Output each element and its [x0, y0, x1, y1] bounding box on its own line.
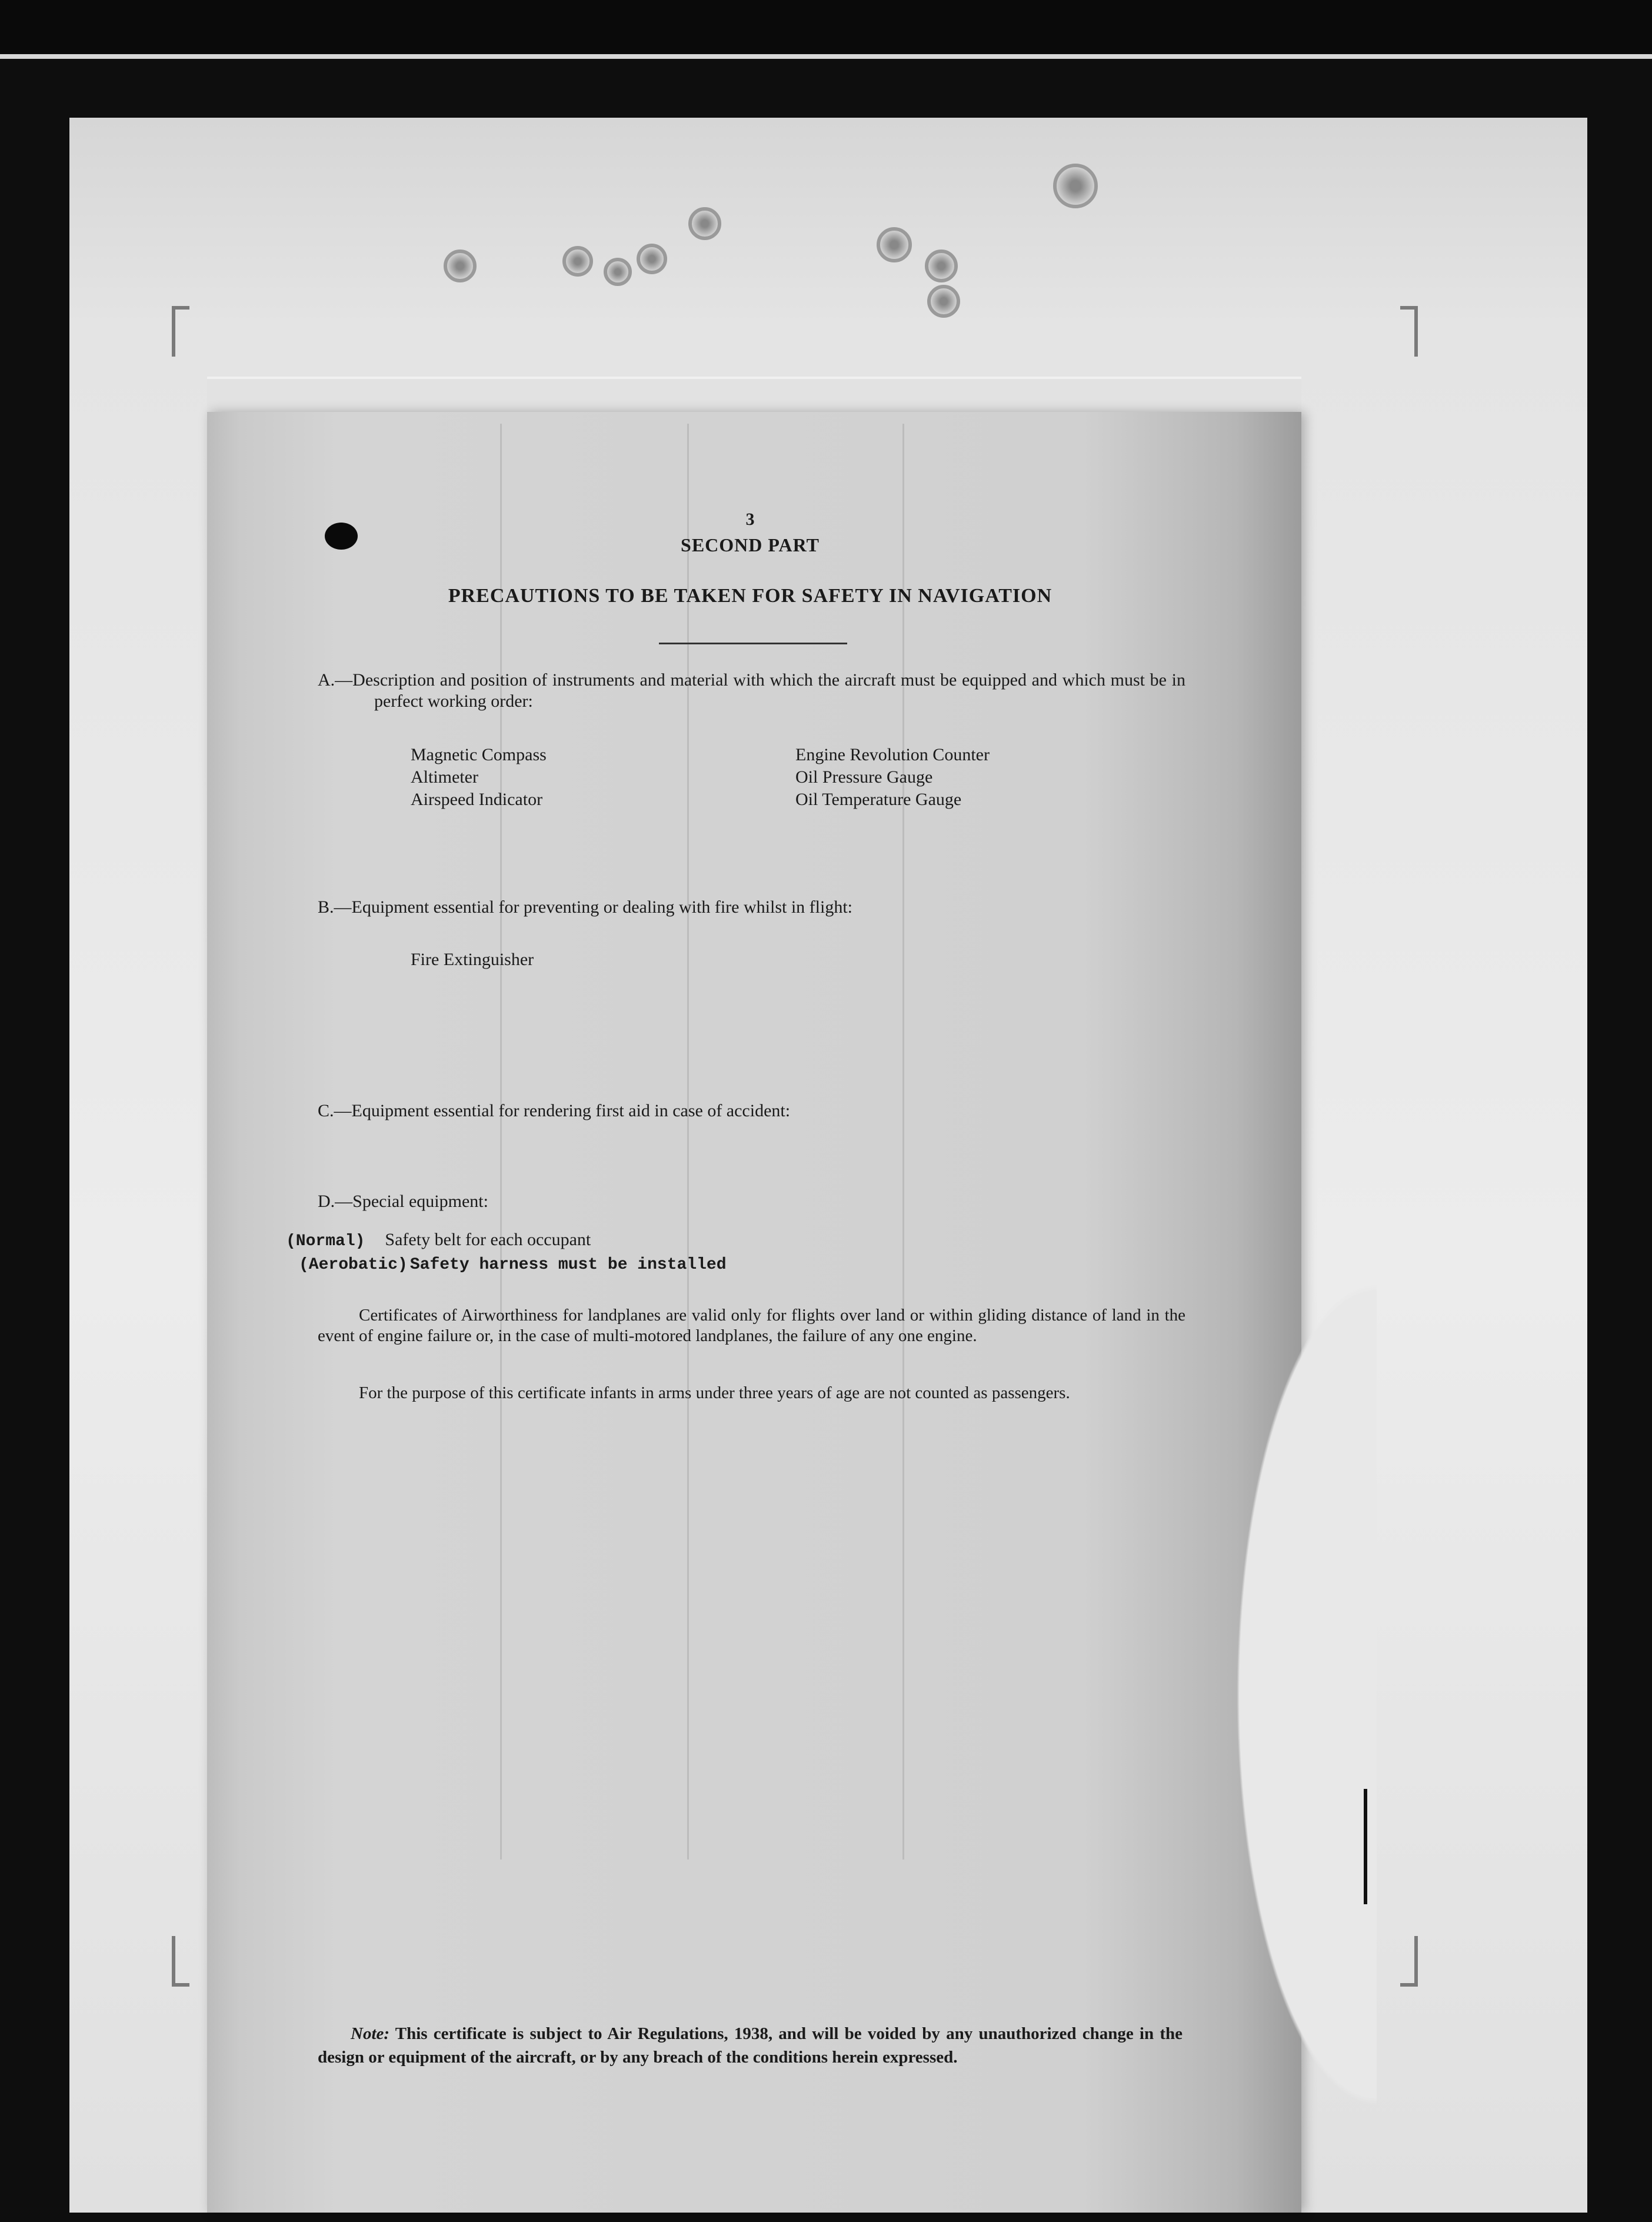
page-curl	[1200, 1177, 1377, 2213]
section-d-heading: D.—Special equipment:	[318, 1192, 488, 1211]
section-a-heading: A.—Description and position of instruments and material with which the aircraft must be equipped and which must be in perfect working order:	[318, 670, 1185, 711]
note-text: This certificate is subject to Air Regulations, 1938, and will be voided by any unauthorized change in the design or equipment of the aircraft, or by any breach of the conditions herein expressed.	[318, 2024, 1183, 2067]
special-equipment-normal	[286, 1230, 591, 1250]
section-b-heading: B.—Equipment essential for preventing or dealing with fire whilst in flight:	[318, 897, 852, 917]
registration-mark	[172, 306, 189, 357]
part-title: SECOND PART	[681, 534, 820, 556]
stain-spot	[927, 285, 960, 318]
title-underline	[659, 643, 847, 644]
ruled-line	[902, 424, 904, 1860]
page-number: 3	[745, 510, 755, 529]
instrument-list-right	[795, 744, 990, 811]
ruled-line	[500, 424, 502, 1860]
aerobatic-label: (Aerobatic)	[299, 1256, 408, 1274]
list-item: Magnetic Compass	[411, 745, 547, 764]
list-item: Altimeter	[411, 767, 478, 787]
section-a	[318, 670, 1185, 712]
normal-text: Safety belt for each occupant	[385, 1230, 591, 1249]
airworthiness-paragraph: Certificates of Airworthiness for landplanes are valid only for flights over land or within gliding distance of land in the event of engine failure or, in the case of multi-motored landplanes, the failure of any one engine.	[318, 1306, 1185, 1345]
stain-spot	[688, 207, 721, 240]
stain-spot	[604, 258, 632, 286]
list-item: Oil Pressure Gauge	[795, 767, 933, 787]
list-item: Engine Revolution Counter	[795, 745, 990, 764]
passengers-paragraph: For the purpose of this certificate infants in arms under three years of age are not counted as passengers.	[359, 1383, 1070, 1402]
stain-spot	[877, 227, 912, 262]
aerobatic-text: Safety harness must be installed	[409, 1256, 727, 1274]
page-title: PRECAUTIONS TO BE TAKEN FOR SAFETY IN NAVIGATION	[448, 585, 1053, 607]
registration-mark	[172, 1936, 189, 1987]
normal-label: (Normal)	[286, 1232, 365, 1250]
note-label: Note:	[351, 2024, 390, 2043]
list-item: Oil Temperature Gauge	[795, 790, 962, 809]
stain-spot	[562, 246, 593, 277]
ruled-line	[687, 424, 689, 1860]
footer-note	[318, 2022, 1183, 2069]
stain-spot	[637, 244, 667, 274]
registration-mark	[1400, 306, 1418, 357]
list-item: Fire Extinguisher	[411, 950, 534, 969]
scan-edge-line	[0, 54, 1652, 59]
stain-spot	[1053, 164, 1098, 208]
list-item: Airspeed Indicator	[411, 790, 543, 809]
scan-border-top	[0, 0, 1652, 54]
margin-mark	[1364, 1789, 1367, 1904]
section-c-heading: C.—Equipment essential for rendering first aid in case of accident:	[318, 1101, 791, 1120]
instrument-list-left	[411, 744, 547, 811]
registration-mark	[1400, 1936, 1418, 1987]
stain-spot	[444, 250, 477, 282]
stain-spot	[925, 250, 958, 282]
special-equipment-aerobatic	[299, 1256, 727, 1274]
punch-hole	[325, 523, 358, 550]
